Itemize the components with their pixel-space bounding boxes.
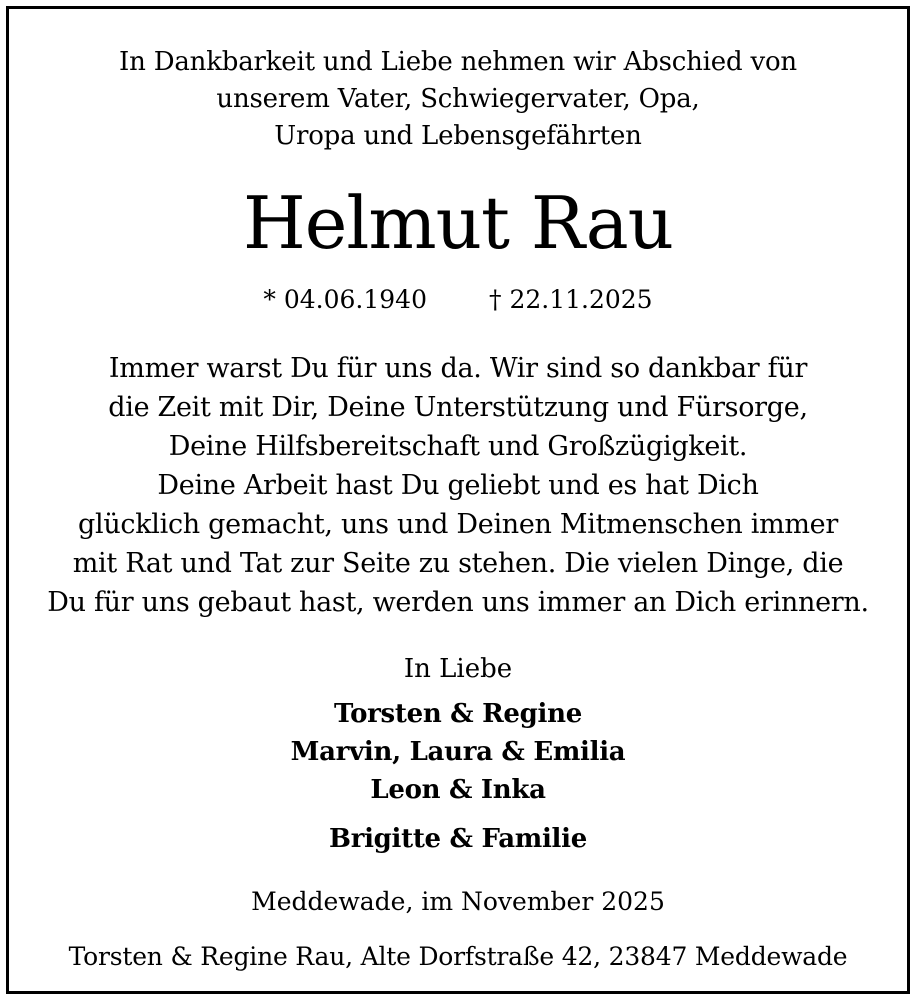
deceased-name: Helmut Rau [242, 181, 674, 265]
family-line-2: Marvin, Laura & Emilia [290, 737, 626, 767]
intro-line-1: In Dankbarkeit und Liebe nehmen wir Abschied von [119, 47, 797, 77]
birth-date: * 04.06.1940 [263, 285, 427, 314]
death-date: † 22.11.2025 [489, 285, 653, 314]
tribute-line-2: die Zeit mit Dir, Deine Unterstützung und Fürsorge, [108, 392, 808, 423]
tribute-line-1: Immer warst Du für uns da. Wir sind so dankbar für [108, 353, 808, 384]
contact-address: Torsten & Regine Rau, Alte Dorfstraße 42, 23847 Meddewade [68, 942, 848, 971]
tribute-line-7: Du für uns gebaut hast, werden uns immer an Dich erinnern. [47, 587, 869, 618]
tribute-line-3: Deine Hilfsbereitschaft und Großzügigkeit. [168, 431, 748, 462]
life-dates [9, 285, 907, 314]
tribute-line-4: Deine Arbeit hast Du geliebt und es hat Dich [157, 470, 759, 501]
intro-line-3: Uropa und Lebensgefährten [274, 121, 642, 151]
tribute-line-6: mit Rat und Tat zur Seite zu stehen. Die vielen Dinge, die [72, 548, 844, 579]
tribute-line-5: glücklich gemacht, uns und Deinen Mitmenschen immer [78, 509, 838, 540]
obituary-notice [6, 6, 910, 994]
family-line-1: Torsten & Regine [334, 699, 582, 729]
family-line-4: Brigitte & Familie [329, 824, 587, 854]
place-and-date: Meddewade, im November 2025 [251, 887, 665, 916]
family-line-3: Leon & Inka [370, 775, 546, 805]
closing-phrase: In Liebe [403, 654, 513, 684]
intro-line-2: unserem Vater, Schwiegervater, Opa, [216, 84, 700, 114]
